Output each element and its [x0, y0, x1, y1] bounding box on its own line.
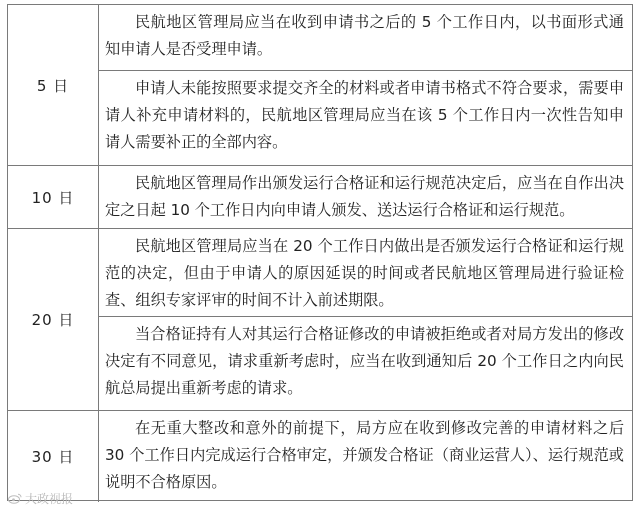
row-label: 5 日	[8, 5, 99, 165]
row-content	[99, 166, 632, 228]
table-row-20-days	[8, 229, 632, 411]
table-row-10-days	[8, 166, 632, 229]
row-paragraph: 民航地区管理局应当在 20 个工作日内做出是否颁发运行合格证和运行规范的决定，但由于申请人的原因延误的时间或者民航地区管理局进行验证检查、组织专家评审的时间不计入前述期限。	[99, 229, 632, 317]
row-paragraph: 民航地区管理局应当在收到申请书之后的 5 个工作日内，以书面形式通知申请人是否受理申请。	[99, 5, 632, 71]
row-paragraph: 民航地区管理局作出颁发运行合格证和运行规范决定后，应当在自作出决定之日起 10 个工作日内向申请人颁发、送达运行合格证和运行规范。	[105, 174, 624, 219]
watermark-text: 大政视报	[25, 492, 74, 506]
row-content	[99, 411, 632, 502]
watermark	[8, 490, 73, 507]
row-paragraph: 申请人未能按照要求提交齐全的材料或者申请书格式不符合要求，需要申请人补充申请材料的，民航地区管理局应当在该 5 个工作日内一次性告知申请人需要补正的全部内容。	[105, 79, 624, 151]
row-label: 20 日	[8, 229, 99, 410]
row-label: 10 日	[8, 166, 99, 228]
table-row-5-days	[8, 5, 632, 166]
weibo-icon	[8, 493, 22, 504]
row-paragraph: 在无重大整改和意外的前提下，局方应在收到修改完善的申请材料之后 30 个工作日内完成运行合格审定，并颁发合格证（商业运营人）、运行规范或说明不合格原因。	[105, 419, 624, 491]
time-limit-table	[7, 4, 633, 501]
row-label: 30 日	[8, 411, 99, 502]
row-content	[99, 229, 632, 410]
row-content	[99, 5, 632, 165]
row-paragraph: 当合格证持有人对其运行合格证修改的申请被拒绝或者对局方发出的修改决定有不同意见，请求重新考虑时，应当在收到通知后 20 个工作日之内向民航总局提出重新考虑的请求。	[105, 325, 624, 397]
table-row-30-days	[8, 411, 632, 502]
